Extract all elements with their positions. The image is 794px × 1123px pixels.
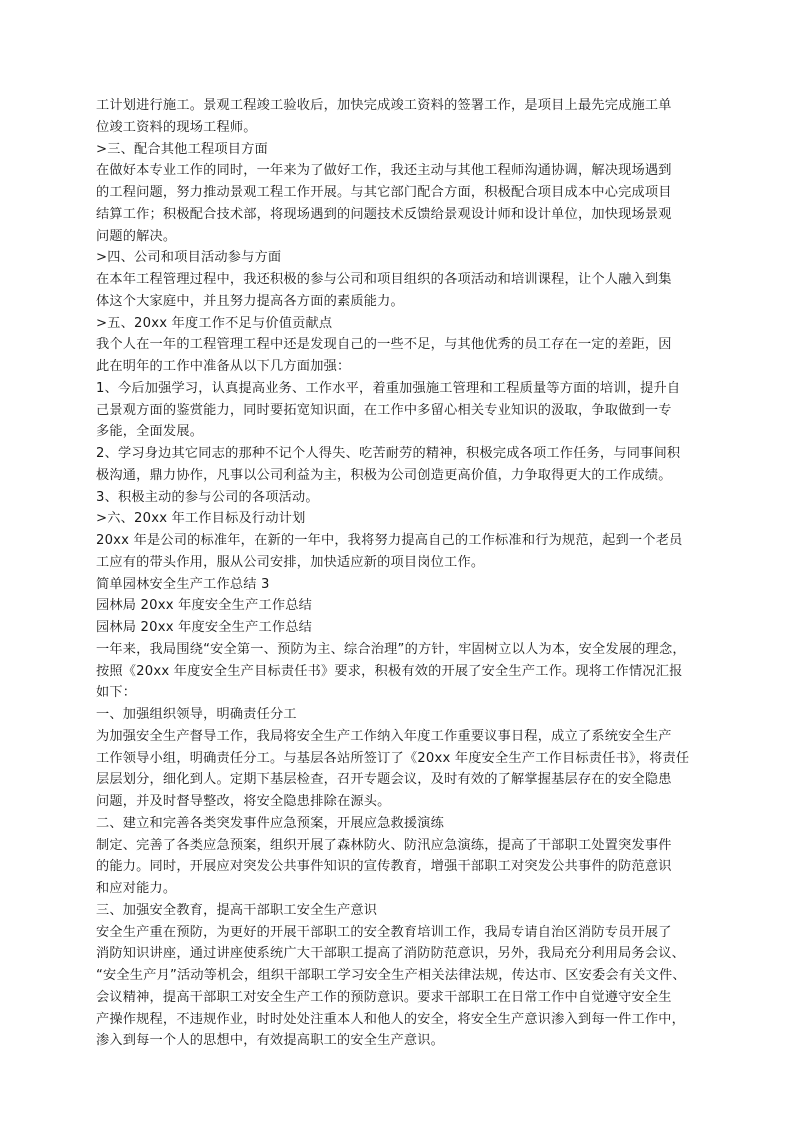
section-heading: >三、配合其他工程项目方面 — [96, 141, 268, 157]
text-line: 为加强安全生产督导工作，我局将安全生产工作纳入年度工作重要议事日程，成立了系统安全生产 — [96, 728, 672, 744]
text-line: 制定、完善了各类应急预案，组织开展了森林防火、防汛应急演练，提高了干部职工处置突发事件 — [96, 837, 672, 853]
section-heading: 三、加强安全教育，提高干部职工安全生产意识 — [96, 902, 378, 918]
text-line: 问题的解决。 — [96, 228, 177, 244]
document-subtitle: 园林局 20xx 年度安全生产工作总结 — [96, 620, 313, 635]
text-line: 我个人在一年的工程管理工程中还是发现自己的一些不足，与其他优秀的员工存在一定的差距，因 — [96, 337, 672, 353]
text-line: 工作领导小组，明确责任分工。与基层各站所签订了《20xx 年度安全生产工作目标责任书》，将责任 — [96, 750, 690, 766]
text-line: 的工程问题，努力推动景观工程工作开展。与其它部门配合方面，积极配合项目成本中心完成项目 — [96, 185, 672, 200]
text-line: 和应对能力。 — [96, 881, 177, 896]
text-line: 在本年工程管理过程中，我还积极的参与公司和项目组织的各项活动和培训课程，让个人融入到集 — [96, 272, 672, 287]
list-item: 2、学习身边其它同志的那种不记个人得失、吃苦耐劳的精神，积极完成各项工作任务，与同事间积 — [96, 446, 681, 461]
text-line: 己景观方面的鉴赏能力，同时要拓宽知识面，在工作中多留心相关专业知识的汲取，争取做到一专 — [96, 402, 672, 418]
document-subtitle: 园林局 20xx 年度安全生产工作总结 — [96, 598, 313, 614]
text-line: 20xx 年是公司的标准年，在新的一年中，我将努力提高自己的工作标准和行为规范，起到一个老员 — [96, 533, 683, 548]
text-line: 工计划进行施工。景观工程竣工验收后，加快完成竣工资料的签署工作，是项目上最先完成施工单 — [96, 98, 672, 113]
text-line: 一年来，我局围绕“安全第一、预防为主、综合治理”的方针，牢固树立以人为本，安全发展的理念， — [96, 641, 686, 657]
document-title: 简单园林安全生产工作总结 3 — [96, 576, 270, 592]
text-line: 的能力。同时，开展应对突发公共事件知识的宣传教育，增强干部职工对突发公共事件的防范意识 — [96, 859, 672, 875]
text-line: 层层划分，细化到人。定期下基层检查，召开专题会议，及时有效的了解掌握基层存在的安全隐患 — [96, 772, 672, 788]
text-line: 问题，并及时督导整改，将安全隐患排除在源头。 — [96, 794, 391, 809]
list-item: 3、积极主动的参与公司的各项活动。 — [96, 489, 319, 505]
text-line: 多能，全面发展。 — [96, 424, 204, 440]
text-line: 安全生产重在预防，为更好的开展干部职工的安全教育培训工作，我局专请自治区消防专员开展了 — [96, 924, 672, 940]
list-item: 1、今后加强学习，认真提高业务、工作水平，着重加强施工管理和工程质量等方面的培训，提升自 — [96, 380, 681, 396]
text-line: 在做好本专业工作的同时，一年来为了做好工作，我还主动与其他工程师沟通协调，解决现场遇到 — [96, 163, 672, 179]
text-line: 渗入到每一个人的思想中，有效提高职工的安全生产意识。 — [96, 1033, 445, 1049]
text-line: 会议精神，提高干部职工对安全生产工作的预防意识。要求干部职工在日常工作中自觉遵守安全生 — [96, 989, 672, 1005]
section-heading: 二、建立和完善各类突发事件应急预案，开展应急救援演练 — [96, 815, 445, 831]
section-heading: >六、20xx 年工作目标及行动计划 — [96, 511, 306, 527]
text-line: 结算工作；积极配合技术部，将现场遇到的问题技术反馈给景观设计师和设计单位，加快现场景观 — [96, 206, 672, 222]
document-body — [96, 95, 700, 1052]
text-line: 消防知识讲座，通过讲座使系统广大干部职工提高了消防防范意识，另外，我局充分利用局务会议、 — [96, 946, 686, 962]
text-line: 位竣工资料的现场工程师。 — [96, 119, 257, 135]
text-line: “安全生产月”活动等机会，组织干部职工学习安全生产相关法律法规，传达市、区安委会有关文件、 — [96, 968, 686, 983]
text-line: 极沟通，鼎力协作，凡事以公司利益为主，积极为公司创造更高价值，力争取得更大的工作成绩。 — [96, 467, 672, 483]
section-heading: >五、20xx 年度工作不足与价值贡献点 — [96, 315, 333, 331]
section-heading: >四、公司和项目活动参与方面 — [96, 250, 282, 266]
text-line: 此在明年的工作中准备从以下几方面加强： — [96, 359, 351, 374]
text-line: 按照《20xx 年度安全生产目标责任书》要求，积极有效的开展了安全生产工作。现将工作情况汇报 — [96, 663, 683, 679]
section-heading: 一、加强组织领导，明确责任分工 — [96, 707, 297, 722]
text-line: 如下： — [96, 685, 137, 701]
text-line: 工应有的带头作用，服从公司安排，加快适应新的项目岗位工作。 — [96, 554, 485, 570]
text-line: 体这个大家庭中，并且努力提高各方面的素质能力。 — [96, 293, 404, 309]
text-line: 产操作规程，不违规作业，时时处处注重本人和他人的安全，将安全生产意识渗入到每一件工作中， — [96, 1011, 686, 1027]
